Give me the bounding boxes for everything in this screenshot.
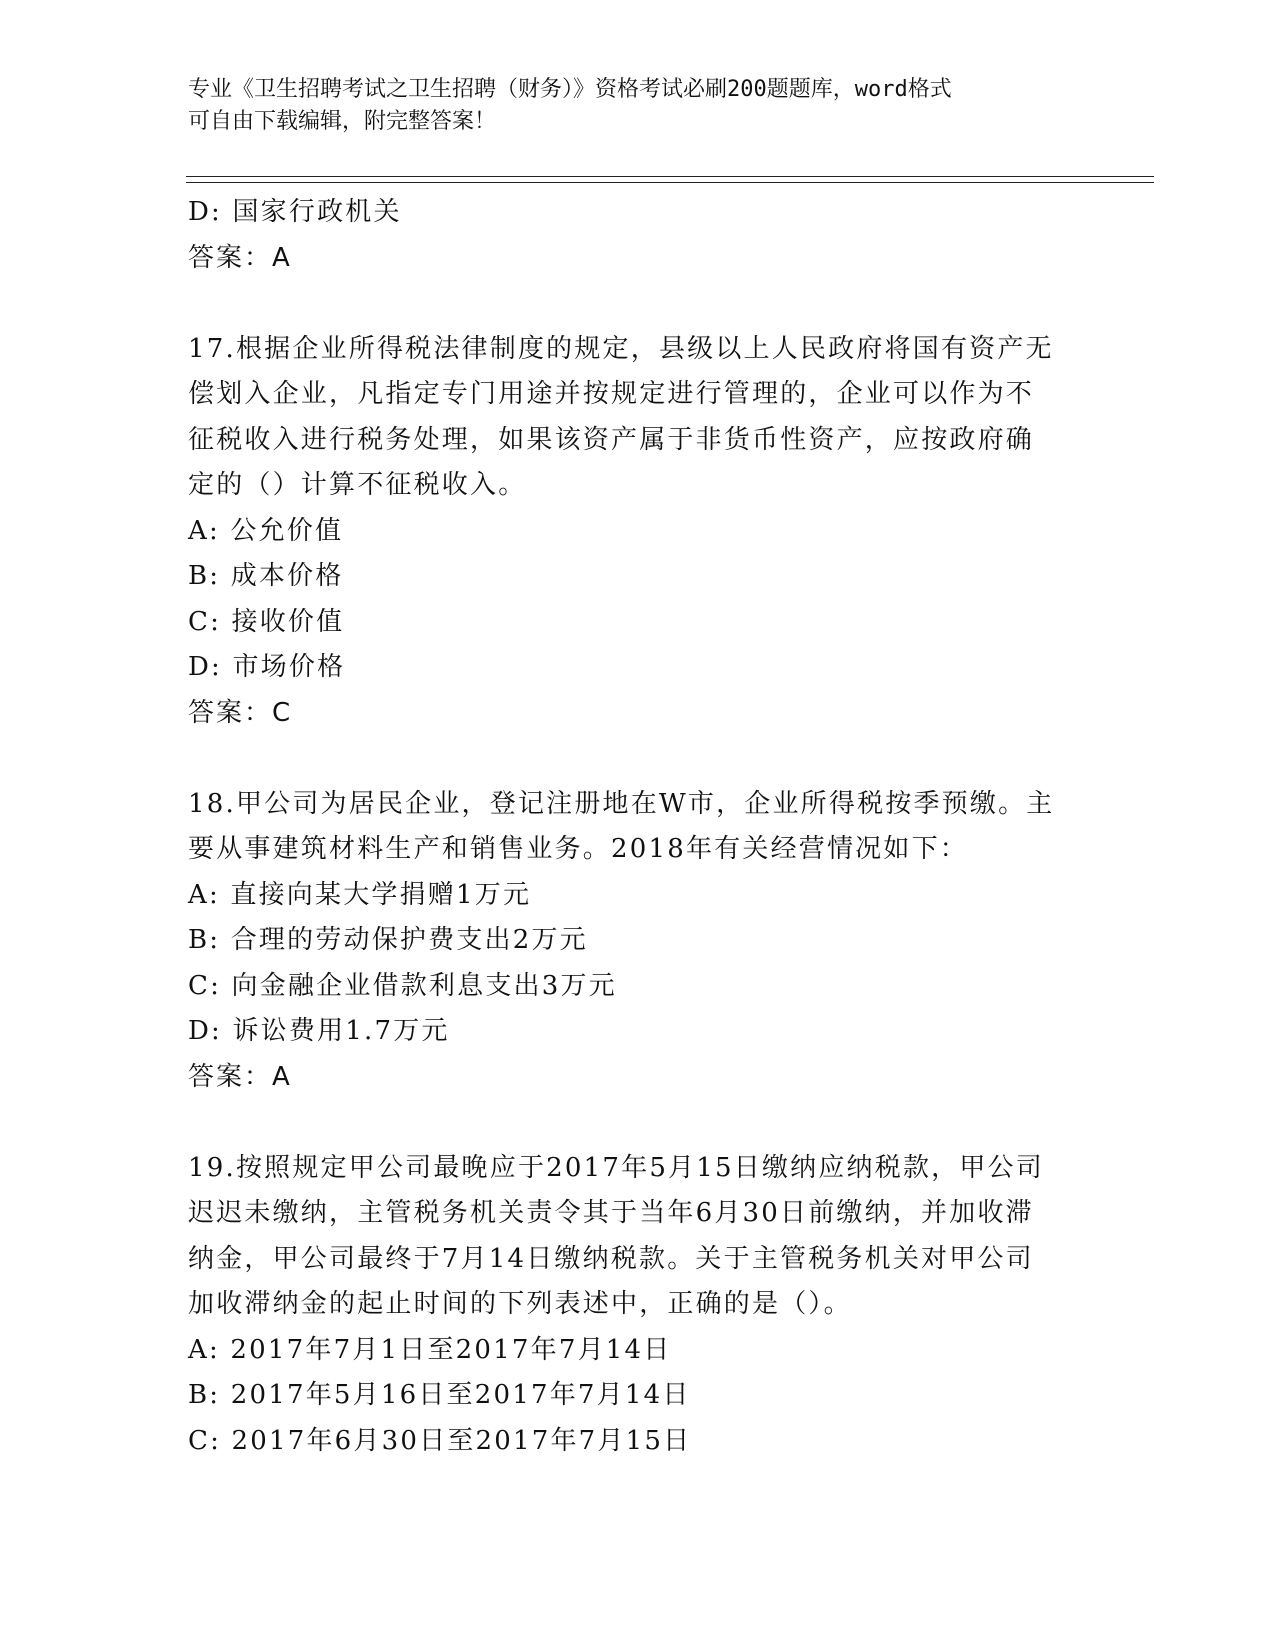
question-stem-line: 17.根据企业所得税法律制度的规定，县级以上人民政府将国有资产无 <box>188 333 1054 364</box>
option-d: D: 市场价格 <box>188 652 346 682</box>
question-stem-line: 定的（）计算不征税收入。 <box>188 470 527 500</box>
header-line-1: 专业《卫生招聘考试之卫生招聘（财务）》资格考试必刷200题题库，word格式 <box>188 77 952 102</box>
option-c: C: 2017年6月30日至2017年7月15日 <box>188 1425 692 1456</box>
header-line-2: 可自由下载编辑，附完整答案！ <box>188 109 497 134</box>
spacer <box>188 281 1088 327</box>
question-19 <box>188 1146 1088 1465</box>
document-body <box>188 190 1088 1464</box>
option-c: C: 向金融企业借款利息支出3万元 <box>188 970 617 1001</box>
option-b: B: 合理的劳动保护费支出2万元 <box>188 925 588 955</box>
option-b: B: 成本价格 <box>188 561 344 591</box>
page-header <box>188 74 1088 138</box>
spacer <box>188 1100 1088 1146</box>
option-a: A: 公允价值 <box>188 515 344 546</box>
header-divider <box>186 176 1154 183</box>
answer-label: 答案：C <box>188 697 293 728</box>
answer-label: 答案：A <box>188 1061 292 1092</box>
question-stem-line: 偿划入企业，凡指定专门用途并按规定进行管理的，企业可以作为不 <box>188 379 1035 409</box>
option-b: B: 2017年5月16日至2017年7月14日 <box>188 1380 691 1410</box>
option-d: D: 国家行政机关 <box>188 197 402 227</box>
question-stem-line: 征税收入进行税务处理，如果该资产属于非货币性资产，应按政府确 <box>188 424 1035 455</box>
answer-label: 答案：A <box>188 242 292 273</box>
question-stem-line: 加收滞纳金的起止时间的下列表述中，正确的是（）。 <box>188 1289 852 1319</box>
option-c: C: 接收价值 <box>188 606 345 637</box>
question-stem-line: 迟迟未缴纳，主管税务机关责令其于当年6月30日前缴纳，并加收滞 <box>188 1198 1034 1228</box>
question-stem-line: 纳金，甲公司最终于7月14日缴纳税款。关于主管税务机关对甲公司 <box>188 1243 1034 1274</box>
question-18 <box>188 782 1088 1101</box>
question-stem-line: 19.按照规定甲公司最晚应于2017年5月15日缴纳应纳税款，甲公司 <box>188 1152 1044 1183</box>
question-16-tail <box>188 190 1088 281</box>
option-d: D: 诉讼费用1.7万元 <box>188 1016 450 1046</box>
question-17 <box>188 327 1088 737</box>
option-a: A: 2017年7月1日至2017年7月14日 <box>188 1334 672 1365</box>
question-stem-line: 18.甲公司为居民企业，登记注册地在W市，企业所得税按季预缴。主 <box>188 788 1055 819</box>
option-a: A: 直接向某大学捐赠1万元 <box>188 879 532 910</box>
question-stem-line: 要从事建筑材料生产和销售业务。2018年有关经营情况如下： <box>188 834 968 864</box>
spacer <box>188 736 1088 782</box>
